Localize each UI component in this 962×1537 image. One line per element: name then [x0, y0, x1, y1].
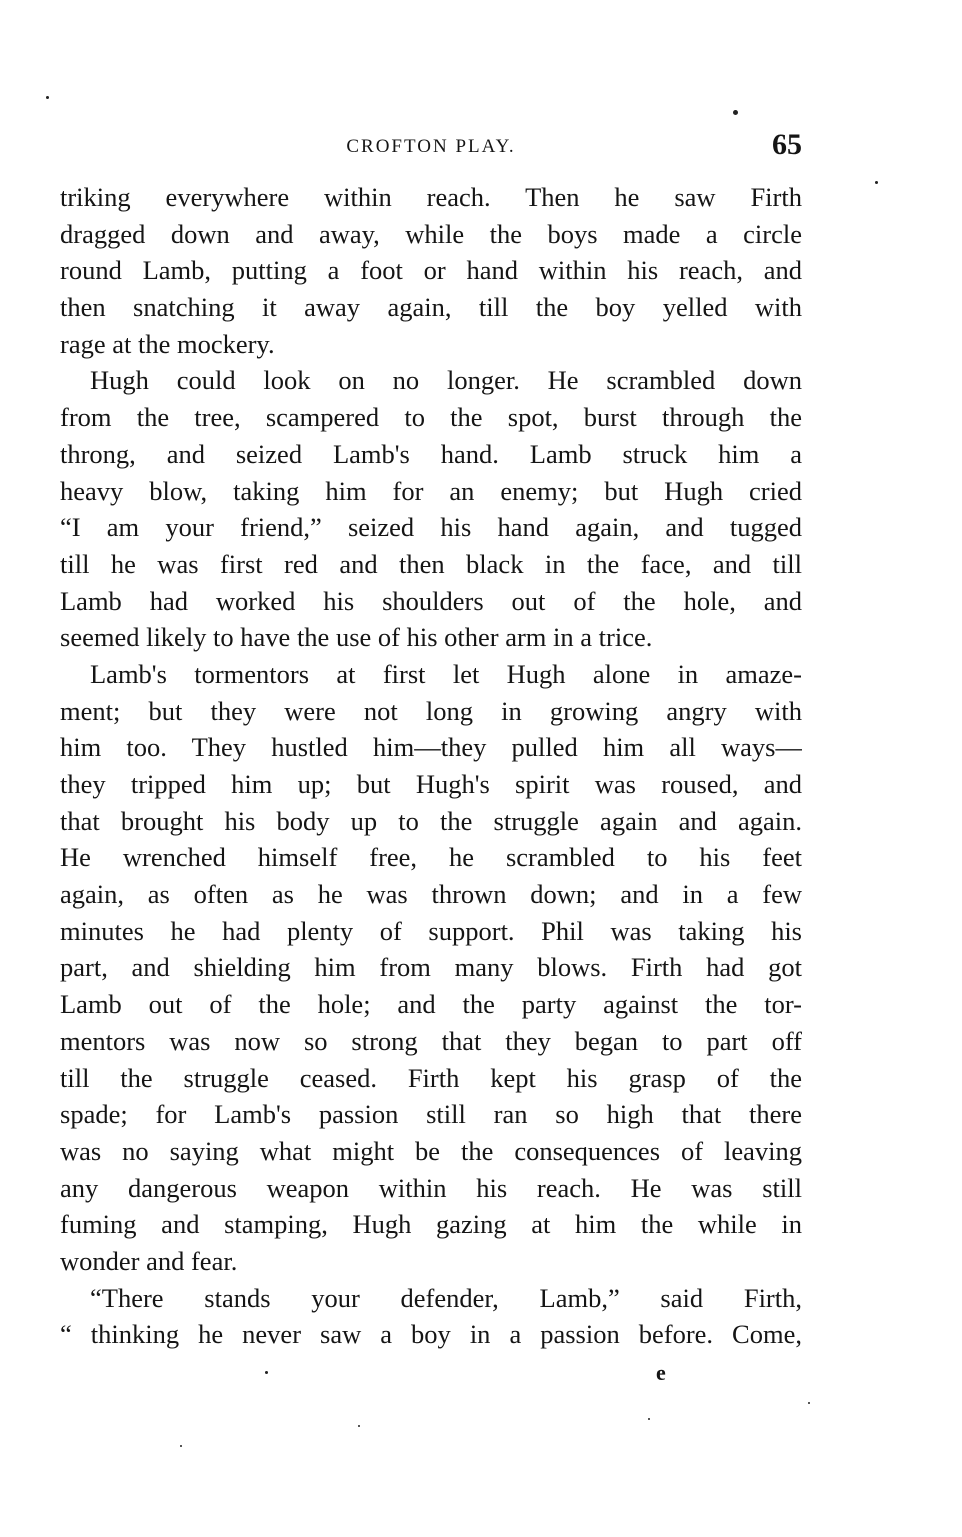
signature-mark: e [656, 1360, 666, 1385]
text-line: seemed likely to have the use of his other arm in a trice. [60, 622, 653, 653]
scan-speck [265, 1371, 268, 1374]
text-line: “I am your friend,” seized his hand again, and tugged [60, 512, 802, 543]
running-title: CROFTON PLAY. [346, 136, 516, 157]
text-line: again, as often as he was thrown down; and in a few [60, 879, 802, 910]
text-line: “ thinking he never saw a boy in a passion before. Come, [60, 1319, 802, 1350]
scan-speck [875, 181, 878, 184]
scan-speck [808, 1402, 810, 1404]
text-line: till he was first red and then black in the face, and till [60, 548, 802, 579]
text-line: Lamb had worked his shoulders out of the hole, and [60, 585, 802, 616]
text-line: heavy blow, taking him for an enemy; but Hugh cried [60, 475, 802, 506]
text-line: throng, and seized Lamb's hand. Lamb struck him a [60, 438, 802, 469]
text-line: rage at the mockery. [60, 328, 275, 359]
text-line: till the struggle ceased. Firth kept his grasp of the [60, 1062, 802, 1093]
text-line: “There stands your defender, Lamb,” said Firth, [90, 1282, 802, 1313]
scan-speck [46, 96, 49, 99]
text-line: Lamb out of the hole; and the party against the tor- [60, 989, 802, 1020]
text-line: part, and shielding him from many blows. Firth had got [60, 952, 802, 983]
scan-speck [648, 1418, 650, 1420]
text-line: dragged down and away, while the boys made a circle [60, 218, 802, 249]
text-line: Lamb's tormentors at first let Hugh alone in amaze- [90, 658, 802, 689]
scan-speck [358, 1425, 360, 1427]
text-line: mentors was now so strong that they began to part off [60, 1025, 802, 1056]
text-line: fuming and stamping, Hugh gazing at him the while in [60, 1209, 802, 1240]
body-text [60, 179, 802, 1353]
text-line: was no saying what might be the consequences of leaving [60, 1135, 802, 1166]
text-line: that brought his body up to the struggle again and again. [60, 805, 802, 836]
scan-speck [733, 110, 738, 115]
running-head [60, 128, 802, 162]
text-line: any dangerous weapon within his reach. He was still [60, 1172, 802, 1203]
scan-speck [180, 1445, 182, 1447]
text-line: him too. They hustled him—they pulled him all ways— [60, 732, 802, 763]
text-line: spade; for Lamb's passion still ran so high that there [60, 1099, 802, 1130]
text-line: Hugh could look on no longer. He scrambled down [90, 365, 802, 396]
text-line: wonder and fear. [60, 1245, 238, 1276]
text-line: He wrenched himself free, he scrambled to his feet [60, 842, 802, 873]
text-line: then snatching it away again, till the boy yelled with [60, 292, 802, 323]
text-line: triking everywhere within reach. Then he saw Firth [60, 182, 802, 212]
text-line: they tripped him up; but Hugh's spirit was roused, and [60, 769, 802, 799]
text-line: ment; but they were not long in growing angry with [60, 695, 802, 726]
text-line: round Lamb, putting a foot or hand within his reach, and [60, 255, 802, 286]
page-number: 65 [772, 128, 802, 161]
text-line: minutes he had plenty of support. Phil was taking his [60, 915, 802, 946]
text-line: from the tree, scampered to the spot, burst through the [60, 402, 802, 433]
